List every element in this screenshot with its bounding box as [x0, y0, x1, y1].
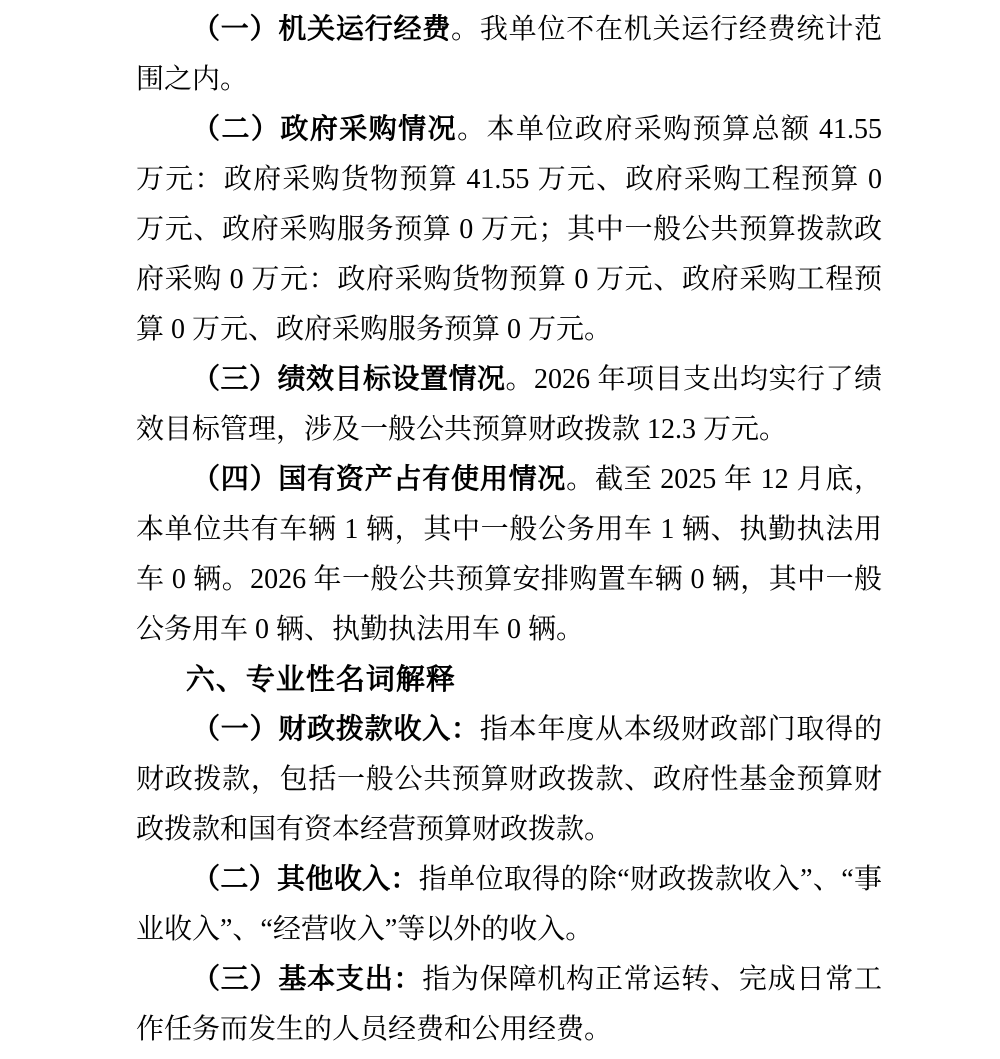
paragraph-body: 。本单位政府采购预算总额 41.55 万元：政府采购货物预算 41.55 万元、政府采购工程预算 0 万元、政府采购服务预算 0 万元；其中一般公共预算拨款政府采购 0 万元：政府采购货物预算 0 万元、政府采购工程预算 0 万元、政府采购服务预算 0 万元。 — [136, 114, 882, 345]
paragraph-body: 指为保障机构正常运转、完成日常工作任务而发生的人员经费和公用经费。 — [136, 964, 882, 1045]
paragraph-lead: （一）机关运行经费 — [192, 14, 452, 45]
paragraph-lead: （二）政府采购情况 — [192, 114, 458, 145]
paragraph-body: 指本年度从本级财政部门取得的财政拨款，包括一般公共预算财政拨款、政府性基金预算财政拨款和国有资本经营预算财政拨款。 — [136, 714, 882, 845]
paragraph-lead: （三）绩效目标设置情况 — [192, 364, 506, 395]
paragraph-body: 。截至 2025 年 12 月底，本单位共有车辆 1 辆，其中一般公务用车 1 辆、执勤执法用车 0 辆。2026 年一般公共预算安排购置车辆 0 辆，其中一般公务用车 0 辆、执勤执法用车 0 辆。 — [136, 464, 882, 645]
def-basic-expenditure — [136, 955, 882, 1055]
para-government-procurement — [136, 105, 882, 355]
para-state-owned-assets — [136, 455, 882, 655]
para-organ-operating-funds — [136, 5, 882, 105]
paragraph-lead: （四）国有资产占有使用情况 — [192, 464, 567, 495]
paragraph-body: 。2026 年项目支出均实行了绩效目标管理，涉及一般公共预算财政拨款 12.3 万元。 — [136, 364, 882, 445]
section-heading-terms: 六、专业性名词解释 — [185, 664, 456, 696]
paragraph-body: 。我单位不在机关运行经费统计范围之内。 — [136, 14, 882, 95]
def-other-income — [136, 855, 882, 955]
para-performance-targets — [136, 355, 882, 455]
def-fiscal-appropriation-income — [136, 705, 882, 855]
paragraph-lead: （二）其他收入： — [192, 864, 419, 895]
paragraph-lead: （一）财政拨款收入： — [192, 714, 480, 745]
paragraph-lead: （三）基本支出： — [192, 964, 423, 995]
paragraph-body: 指单位取得的除“财政拨款收入”、“事业收入”、“经营收入”等以外的收入。 — [136, 864, 882, 945]
